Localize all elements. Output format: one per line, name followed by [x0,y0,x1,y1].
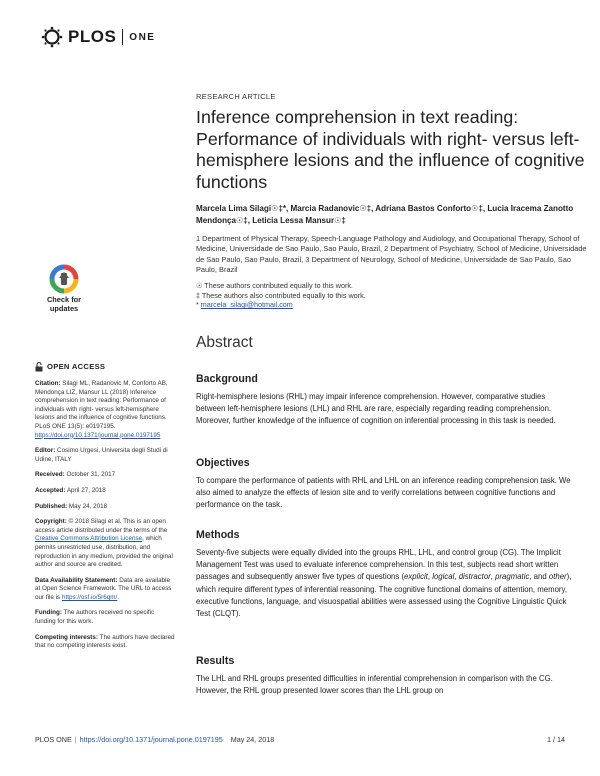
funding-text: The authors received no specific funding for this work. [35,609,155,626]
methods-sep: , and [529,572,549,582]
methods-text-part: Seventy-five subjects were equally divided into the groups RHL, LHL, and control group (CG). The Implicit Management Test was used to evaluate inference comprehension. In this test, subjects read short written passages and subsequently answer five types of questions ( [196,548,561,582]
citation [35,380,175,440]
article-info-sidebar [35,362,175,658]
contribution-note: ☉ These authors contributed equally to this work. [196,281,353,290]
copyright-label: Copyright: [35,518,67,526]
editor-text: Cosimo Urgesi, Universita degli Studi di Udine, ITALY [35,447,168,463]
contribution-note-also: ‡ These authors also contributed equally to this work. [196,290,366,300]
corresponding-email [196,300,556,310]
competing-interests [35,634,175,651]
cfu-line1: Check for [46,295,82,304]
editor-label: Editor: [35,447,56,455]
results-heading: Results [196,655,235,667]
copyright-text: © 2018 Silagi et al. This is an open access article distributed under the terms of the [35,518,168,534]
citation-doi-link[interactable]: https://doi.org/10.1371/journal.pone.0197195 [35,431,161,439]
methods-sep: , [427,572,433,582]
background-heading: Background [196,373,258,385]
published-label: Published: [35,502,68,510]
page-number: 1 / 14 [547,735,565,744]
received [35,471,175,480]
check-for-updates-label [40,296,88,313]
check-for-updates-icon [49,264,79,294]
footer-doi-link[interactable]: https://doi.org/10.1371/journal.pone.0197195 [79,735,223,744]
open-lock-icon [35,362,43,372]
footer-date: May 24, 2018 [230,735,275,744]
published [35,503,175,512]
email-marker: * [196,300,201,310]
methods-sep: , [454,572,459,582]
copyright [35,518,175,570]
objectives-text: To compare the performance of patients with RHL and LHL on an inference reading comprehension task. We also aimed to analyze the effects of lesion site and to verify correlations between cognitive functions and performance on the task. [196,476,571,510]
methods-text-end: ), which require different types of inferential reasoning. The cognitive functional domains of attention, memory, executive functions, language, and visuospatial abilities were assessed using the Cognitive Linguistic Quick Test (CLQT). [196,572,572,619]
open-access-badge [35,362,175,372]
results-text: The LHL and RHL groups presented difficulties in inferential comprehension in comparison with the CG. However, the RHL group presented lower scores than the LHL group on [196,674,553,696]
copyright-text-end: , which permits unrestricted use, distribution, and reproduction in any medium, provided the original author and source are credited. [35,535,173,569]
article-title: Inference comprehension in text reading: Performance of individuals with right- versus left-hemisphere lesions and the influence of cognitive functions [196,107,585,192]
received-label: Received: [35,471,65,479]
logo-divider [122,29,123,45]
plos-logo-icon [38,26,66,48]
methods-heading: Methods [196,529,240,541]
footer-separator: | [74,735,77,744]
accepted-date: April 27, 2018 [65,486,106,494]
data-availability-label: Data Availability Statement: [35,576,118,584]
data-availability [35,577,175,603]
page-footer [35,735,565,744]
term-other: other [548,572,567,582]
term-logical: logical [432,572,455,582]
term-distractor: distractor [458,572,491,582]
funding [35,609,175,626]
email-link[interactable]: marcela_silagi@hotmail.com [200,300,293,310]
published-date: May 24, 2018 [67,502,108,510]
methods-text [196,547,572,620]
author-notes [196,281,556,310]
open-access-label: OPEN ACCESS [47,361,106,371]
competing-interests-text: The authors have declared that no competing interests exist. [35,633,175,650]
received-date: October 31, 2017 [64,471,116,479]
data-availability-end: . [117,593,120,601]
funding-label: Funding: [35,609,62,617]
article-type: RESEARCH ARTICLE [196,92,276,101]
check-for-updates-badge[interactable] [40,264,88,320]
data-availability-text: Data are available at Open Science Framework. The URL to access our file is [35,576,172,601]
objectives-heading: Objectives [196,457,250,469]
background-text: Right-hemisphere lesions (RHL) may impair inference comprehension. However, comparative studies between left-hemisphere lesions (LHL) and RHL are rare, especially regarding reading comprehension. Moreover, further knowledge of the influence of cognition on inferential processing in this task is needed. [196,392,556,426]
author-list: Marcela Lima Silagi☉‡*, Marcia Radanovic☉‡, Adriana Bastos Conforto☉‡, Lucia Iracema Zanotto Mendonça☉‡, Leticia Lessa Mansur☉‡ [196,204,574,225]
editor [35,447,175,464]
accepted [35,487,175,496]
citation-label: Citation: [35,380,61,387]
journal-name: ONE [129,31,156,43]
footer-journal: PLOS ONE [35,735,72,744]
osf-link[interactable]: https://osf.io/5r6qm/ [61,593,118,601]
term-pragmatic: pragmatic [495,572,530,582]
accepted-label: Accepted: [35,486,66,494]
competing-interests-label: Competing interests: [35,633,98,641]
citation-text: Silagi ML, Radanovic M, Conforto AB, Mendonça LIZ, Mansur LL (2018) Inference comprehension in text reading: Performance of individuals with right- versus left-hemisphere lesions and the influence of cognitive functions. PLoS ONE 13(5): e0197195. [35,380,168,430]
license-link[interactable]: Creative Commons Attribution License [35,535,143,543]
term-explicit: explicit [404,572,428,582]
methods-sep: , [490,572,496,582]
logo-wordmark: PLOS [68,27,117,46]
affiliations: 1 Department of Physical Therapy, Speech-Language Pathology and Audiology, and Occupational Therapy, School of Medicine, Universidade de Sao Paulo, Sao Paulo, Brazil, 2 Department of Psychiatry, School of Medicine, Universidade de Sao Paulo, Sao Paulo, Brazil, 3 Department of Neurology, School of Medicine, Universidade de Sao Paulo, Sao Paulo, Brazil [196,234,587,275]
cfu-line2: updates [49,303,79,313]
abstract-heading: Abstract [196,334,253,351]
journal-logo[interactable] [38,26,155,48]
